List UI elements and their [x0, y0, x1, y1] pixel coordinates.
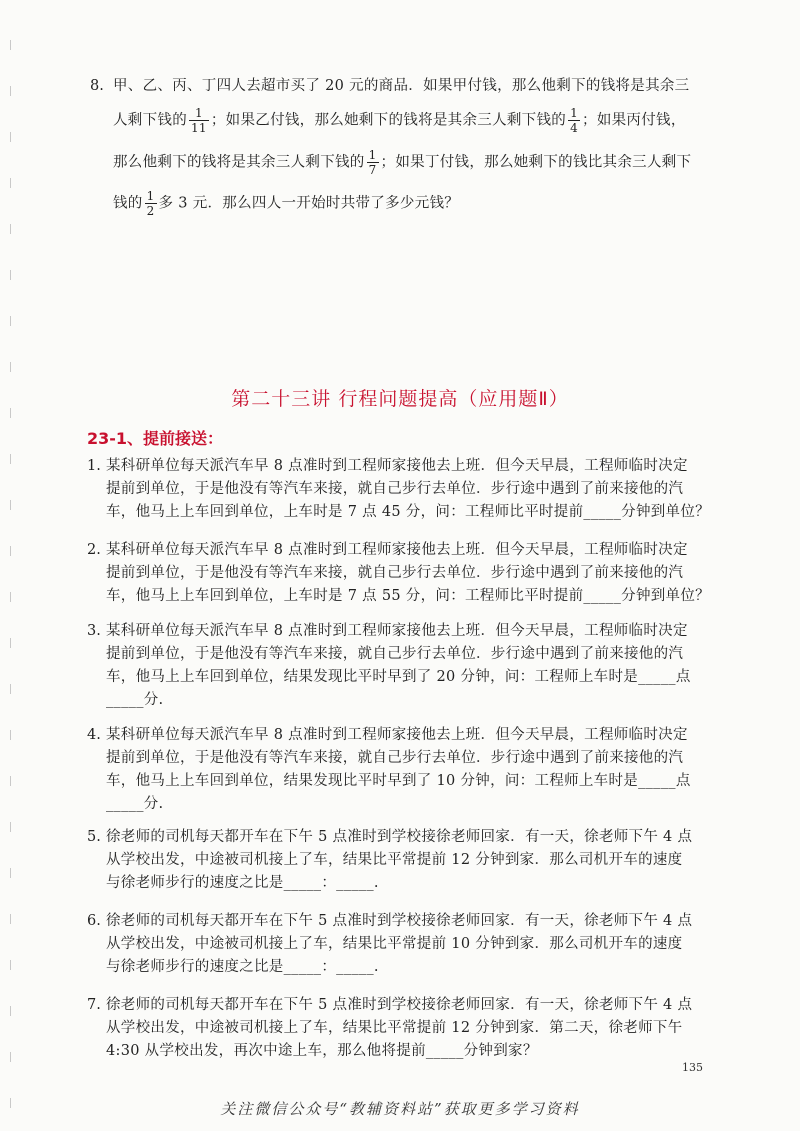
- problem-line: 车，他马上上车回到单位，结果发现比平时早到了 10 分钟，问：工程师上车时是_____点: [106, 773, 691, 789]
- question-line: 钱的 $\frac{1}{2}$ 多 3 元．那么四人一开始时共带了多少元钱？: [113, 189, 460, 218]
- margin-tick: [10, 1052, 11, 1062]
- margin-tick: [10, 592, 11, 602]
- margin-tick: [10, 546, 11, 556]
- margin-tick: [10, 500, 11, 510]
- fraction: $\frac{1}{7}$: [368, 148, 377, 177]
- margin-tick: [10, 638, 11, 648]
- margin-tick: [10, 822, 11, 832]
- problem-number: 4.: [87, 727, 101, 743]
- problem-line: _____分.: [106, 796, 164, 812]
- margin-tick: [10, 86, 11, 96]
- margin-tick: [10, 776, 11, 786]
- problem-line: 徐老师的司机每天都开车在下午 5 点准时到学校接徐老师回家．有一天，徐老师下午 4 点: [106, 997, 693, 1013]
- problem-line: 某科研单位每天派汽车早 8 点准时到工程师家接他去上班．但今天早晨，工程师临时决定: [106, 623, 688, 639]
- problem-number: 5.: [87, 829, 101, 845]
- problem-line: 某科研单位每天派汽车早 8 点准时到工程师家接他去上班．但今天早晨，工程师临时决定: [106, 727, 688, 743]
- margin-tick: [10, 40, 11, 50]
- problem-line: 提前到单位，于是他没有等汽车来接，就自己步行去单位．步行途中遇到了前来接他的汽: [106, 481, 684, 497]
- margin-tick: [10, 270, 11, 280]
- problem-line: _____分.: [106, 692, 164, 708]
- page-number: 135: [682, 1061, 703, 1074]
- chapter-title: 第二十三讲 行程问题提高（应用题Ⅱ）: [231, 388, 569, 410]
- binding-margin: [10, 0, 16, 1131]
- problem-line: 某科研单位每天派汽车早 8 点准时到工程师家接他去上班．但今天早晨，工程师临时决定: [106, 542, 688, 558]
- margin-tick: [10, 684, 11, 694]
- margin-tick: [10, 224, 11, 234]
- problem-line: 徐老师的司机每天都开车在下午 5 点准时到学校接徐老师回家．有一天，徐老师下午 4 点: [106, 829, 693, 845]
- problem-line: 从学校出发，中途被司机接上了车，结果比平常提前 10 分钟到家．那么司机开车的速度: [106, 936, 683, 952]
- margin-tick: [10, 960, 11, 970]
- margin-tick: [10, 362, 11, 372]
- fraction: $\frac{1}{4}$: [570, 106, 579, 135]
- problem-line: 与徐老师步行的速度之比是_____：_____.: [106, 959, 379, 975]
- footer-note: 关注微信公众号“教辅资料站”获取更多学习资料: [220, 1100, 580, 1118]
- margin-tick: [10, 132, 11, 142]
- question-line: 那么他剩下的钱将是其余三人剩下钱的 $\frac{1}{7}$ ；如果丁付钱，那么她剩下的钱比其余三人剩下: [113, 148, 692, 177]
- problem-line: 车，他马上上车回到单位，结果发现比平时早到了 20 分钟，问：工程师上车时是_____点: [106, 669, 691, 685]
- margin-tick: [10, 868, 11, 878]
- problem-number: 3.: [87, 623, 101, 639]
- problem-line: 从学校出发，中途被司机接上了车，结果比平常提前 12 分钟到家．那么司机开车的速度: [106, 852, 683, 868]
- section-label: 23-1、提前接送：: [87, 429, 224, 448]
- margin-tick: [10, 914, 11, 924]
- problem-line: 某科研单位每天派汽车早 8 点准时到工程师家接他去上班．但今天早晨，工程师临时决定: [106, 458, 688, 474]
- problem-line: 从学校出发，中途被司机接上了车，结果比平常提前 12 分钟到家．第二天，徐老师下午: [106, 1020, 683, 1036]
- problem-line: 4:30 从学校出发，再次中途上车，那么他将提前_____分钟到家？: [106, 1043, 538, 1059]
- margin-tick: [10, 454, 11, 464]
- question-line: 人剩下钱的 $\frac{1}{11}$ ；如果乙付钱，那么她剩下的钱将是其余三人剩下钱的 $\frac{1}{4}$ ；如果丙付钱，: [113, 106, 686, 135]
- margin-tick: [10, 1006, 11, 1016]
- question-line: 甲、乙、丙、丁四人去超市买了 20 元的商品．如果甲付钱，那么他剩下的钱将是其余三: [113, 78, 690, 94]
- problem-line: 提前到单位，于是他没有等汽车来接，就自己步行去单位．步行途中遇到了前来接他的汽: [106, 750, 684, 766]
- problem-number: 2.: [87, 542, 101, 558]
- fraction: $\frac{1}{11}$: [191, 106, 207, 135]
- margin-tick: [10, 730, 11, 740]
- problem-number: 1.: [87, 458, 101, 474]
- fraction: $\frac{1}{2}$: [146, 189, 155, 218]
- problem-line: 徐老师的司机每天都开车在下午 5 点准时到学校接徐老师回家．有一天，徐老师下午 4 点: [106, 913, 693, 929]
- problem-number: 7.: [87, 997, 101, 1013]
- problem-line: 提前到单位，于是他没有等汽车来接，就自己步行去单位．步行途中遇到了前来接他的汽: [106, 646, 684, 662]
- problem-number: 6.: [87, 913, 101, 929]
- question-number: 8.: [90, 78, 104, 94]
- margin-tick: [10, 178, 11, 188]
- problem-line: 车，他马上上车回到单位，上车时是 7 点 55 分，问：工程师比平时提前_____分钟到单位？: [106, 588, 710, 604]
- problem-line: 车，他马上上车回到单位，上车时是 7 点 45 分，问：工程师比平时提前_____分钟到单位？: [106, 504, 710, 520]
- problem-line: 提前到单位，于是他没有等汽车来接，就自己步行去单位．步行途中遇到了前来接他的汽: [106, 565, 684, 581]
- margin-tick: [10, 316, 11, 326]
- problem-line: 与徐老师步行的速度之比是_____：_____.: [106, 875, 379, 891]
